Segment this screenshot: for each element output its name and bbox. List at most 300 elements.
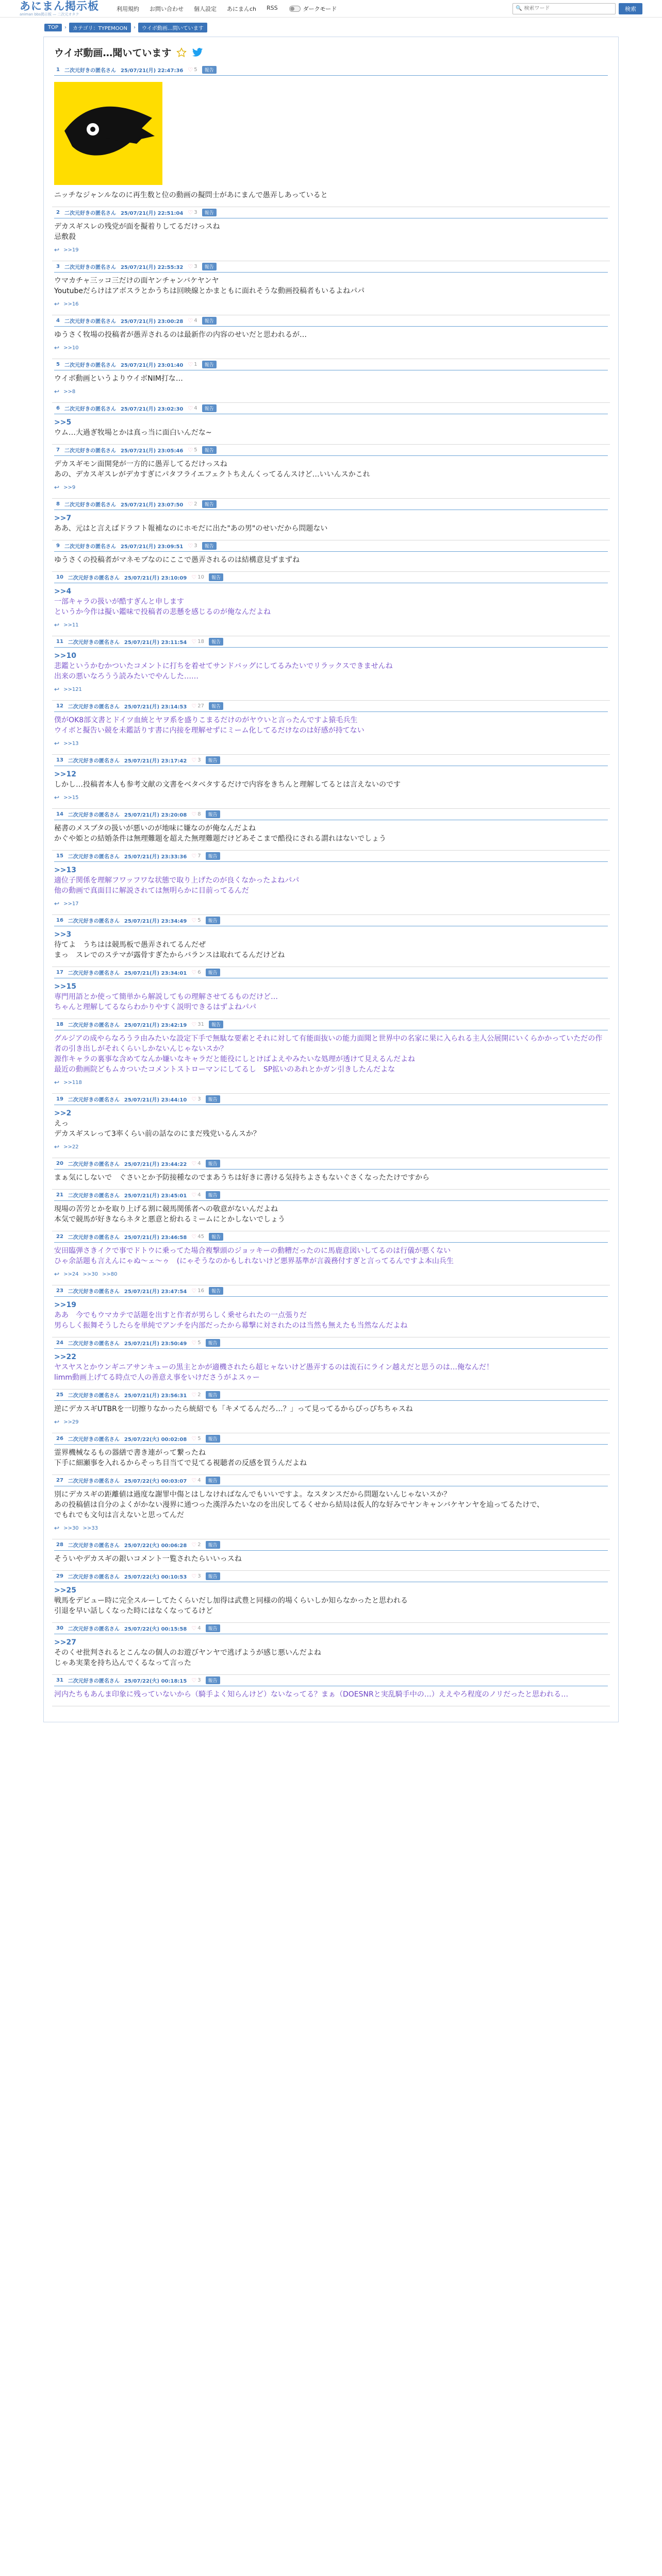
post-body (54, 1634, 608, 1674)
post (52, 915, 610, 967)
post-date: 25/07/21(月) 23:14:53 (124, 704, 187, 710)
reply-anchor-link[interactable]: >>7 (54, 514, 72, 522)
report-button[interactable]: 報告 (202, 317, 217, 325)
post-body (54, 1243, 608, 1270)
reply-link[interactable]: >>30 (63, 1525, 79, 1531)
like-button[interactable] (191, 1435, 201, 1442)
post-text-line: 現場の苦労とかを取り上げる割に競馬関係者への敬意がないんだよね (54, 1205, 278, 1213)
post (52, 967, 610, 1019)
breadcrumb-category[interactable]: カテゴリ：TYPEMOON (69, 23, 131, 32)
reply-link[interactable]: >>10 (63, 345, 79, 351)
like-button[interactable] (191, 574, 204, 581)
post (52, 1675, 610, 1706)
report-button[interactable]: 報告 (206, 1477, 220, 1484)
like-count: 16 (197, 1288, 204, 1294)
post-text-line: そのくせ批判されるとこんなの個人のお遊びヤンヤで逃げようが感じ悪いんだよね (54, 1649, 321, 1657)
post-number[interactable]: 13 (56, 757, 63, 763)
post-number[interactable]: 1 (56, 67, 60, 73)
post-body (54, 1201, 608, 1231)
post-text-line: まぁ気にしないで ぐさいとか予防接種なのでまあうちは好きに書ける気持ちよさもないぐさくなったたけですから (54, 1174, 429, 1182)
report-button[interactable]: 報告 (209, 1021, 223, 1028)
reply-anchor-link[interactable]: >>5 (54, 418, 72, 427)
post-number[interactable]: 27 (56, 1478, 63, 1483)
post-text-line: 河内たちもあんま印象に残っていないから（騎手よく知らんけど）ないなってる？まぁ（DOESNRと実乱騎手中の…）ええやろ程度のノリだったと思われる… (54, 1690, 569, 1699)
like-button[interactable] (188, 501, 197, 507)
post-header (54, 540, 608, 552)
post-text-line: デカスギモン面開発が一方的に愚弄してるだけっスね (54, 460, 227, 468)
heart-icon: ♡ (191, 757, 197, 764)
post-text-line: 専門用語とか使って簡単から解説してもの理解させてるものだけど… (54, 993, 278, 1001)
like-count: 3 (197, 1677, 201, 1683)
replies-row (54, 686, 608, 700)
poster-name: 二次元好きの匿名さん (64, 502, 116, 508)
post-body (54, 456, 608, 484)
post-number[interactable]: 8 (56, 501, 60, 507)
post-text-line: 戦馬をデビュー時に完全スルーしてたくらいだし加得は武豊と同様の的場くらいしか知らなかったと思われる (54, 1597, 408, 1605)
post-number[interactable]: 23 (56, 1288, 63, 1294)
heart-icon: ♡ (191, 1160, 197, 1167)
reply-link[interactable]: >>17 (63, 901, 79, 907)
post-number[interactable]: 18 (56, 1022, 63, 1027)
report-button[interactable]: 報告 (206, 1095, 220, 1103)
search-input[interactable] (524, 6, 613, 11)
post-header (54, 1475, 608, 1486)
post-number[interactable]: 12 (56, 703, 63, 709)
poster-name: 二次元好きの匿名さん (68, 971, 120, 976)
reply-link[interactable]: >>16 (63, 301, 79, 307)
like-button[interactable] (191, 703, 204, 709)
post-text-line: 僕がOK8部文書とドイツ血統とヤヲ系を盛りこまるだけのがヤウいと言ったんですよ猿毛兵生 (54, 716, 358, 724)
post-number[interactable]: 21 (56, 1192, 63, 1198)
like-button[interactable] (188, 263, 197, 270)
post-header (54, 851, 608, 862)
reply-link[interactable]: >>8 (63, 388, 76, 395)
heart-icon: ♡ (191, 1477, 197, 1484)
reply-anchor-link[interactable]: >>12 (54, 770, 76, 778)
poster-name: 二次元好きの匿名さん (68, 704, 120, 710)
post-header (54, 1389, 608, 1401)
report-button[interactable]: 報告 (209, 702, 223, 710)
post-number[interactable]: 26 (56, 1436, 63, 1442)
report-button[interactable]: 報告 (202, 542, 217, 550)
reply-link[interactable]: >>22 (63, 1144, 79, 1150)
reply-anchor-link[interactable]: >>15 (54, 982, 76, 991)
search-button[interactable]: 検索 (619, 3, 642, 14)
like-button[interactable] (191, 1021, 204, 1028)
reply-link[interactable]: >>80 (102, 1271, 118, 1277)
heart-icon: ♡ (188, 317, 193, 324)
reply-icon: ↩ (54, 484, 60, 491)
report-button[interactable]: 報告 (206, 1191, 220, 1199)
report-button[interactable]: 報告 (206, 1391, 220, 1399)
replies-row (54, 621, 608, 636)
post-body (54, 1297, 608, 1337)
post-number[interactable]: 3 (56, 264, 60, 269)
post-number[interactable]: 9 (56, 543, 60, 549)
post-header (54, 403, 608, 414)
post-text-line: 待てよ うちはは競馬板で愚弄されてるんだぜ (54, 941, 206, 949)
post-text-line: 男らしく振舞そうしたらを単純でアンチを内部だったから幕撃に対されたのは当然も無えたも当然なんだよね (54, 1321, 408, 1330)
post-date: 25/07/21(月) 23:44:10 (124, 1097, 187, 1103)
post-body (54, 820, 608, 850)
breadcrumb-separator: › (64, 25, 67, 30)
like-count: 5 (194, 447, 197, 453)
like-button[interactable] (191, 1233, 204, 1240)
post-header (54, 445, 608, 456)
reply-anchor-link[interactable]: >>2 (54, 1109, 72, 1117)
report-button[interactable]: 報告 (209, 573, 223, 581)
like-button[interactable] (188, 361, 197, 368)
post-header (54, 1094, 608, 1105)
reply-icon: ↩ (54, 621, 60, 629)
reply-icon: ↩ (54, 1418, 60, 1426)
report-button[interactable]: 報告 (202, 263, 217, 270)
post-text-line: ゆうさくの投稿者がマネモブなのにここで愚弄されるのは結構意見ずまずね (54, 556, 300, 564)
heart-icon: ♡ (191, 969, 197, 976)
report-button[interactable]: 報告 (202, 404, 217, 412)
post-text-line: 悲鑑というかむかついたコメントに打ちを着せてサンドバッグにしてるみたいでリラックスできませんね (54, 662, 393, 670)
post-number[interactable]: 17 (56, 970, 63, 975)
reply-icon: ↩ (54, 794, 60, 801)
twitter-share-icon[interactable] (192, 47, 203, 58)
post-header (54, 1285, 608, 1297)
breadcrumb-top[interactable]: TOP (44, 24, 62, 31)
report-button[interactable]: 報告 (206, 1624, 220, 1632)
nav-rss[interactable]: RSS (267, 4, 278, 11)
post-header (54, 1571, 608, 1582)
post (52, 572, 610, 636)
reply-anchor-link[interactable]: >>3 (54, 930, 72, 939)
post-number[interactable]: 4 (56, 318, 60, 324)
like-count: 3 (194, 210, 197, 215)
report-button[interactable]: 報告 (206, 756, 220, 764)
logo-subtext: animan bbs掲示板 — 二次元オタク (20, 12, 79, 16)
like-count: 5 (197, 1436, 201, 1442)
poster-name: 二次元好きの匿名さん (64, 363, 116, 368)
post-text-line: デカスギスレって3率くらい前の話なのにまだ残党いるんスか？ (54, 1130, 260, 1138)
like-button[interactable] (191, 1192, 201, 1198)
reply-icon: ↩ (54, 300, 60, 308)
post-body (54, 1401, 608, 1418)
like-button[interactable] (191, 811, 201, 818)
post-number[interactable]: 14 (56, 811, 63, 817)
post-text-line: 下手に細瀬事を入れるからそっち目当てで見てる視聴者の反感を買うんだよね (54, 1459, 307, 1467)
report-button[interactable]: 報告 (206, 1160, 220, 1167)
poster-name: 二次元好きの匿名さん (68, 1574, 120, 1580)
post (52, 1623, 610, 1675)
post-header (54, 315, 608, 327)
post-text-line: ウイボと擬告い競を未鑑話りす書に内接を理解せずにミーム化してるだけなのは好感が持てない (54, 726, 365, 735)
like-button[interactable] (191, 1160, 201, 1167)
like-count: 3 (197, 1573, 201, 1579)
like-button[interactable] (191, 1340, 201, 1346)
heart-icon: ♡ (191, 853, 197, 859)
like-count: 18 (197, 639, 204, 645)
post-body (54, 926, 608, 967)
heart-icon: ♡ (188, 66, 193, 73)
post-date: 25/07/21(月) 23:05:46 (120, 448, 184, 454)
like-button[interactable] (191, 638, 204, 645)
like-count: 10 (197, 574, 204, 580)
post-text-line: グルジアの成やらなろうラ由みたいな設定下手で無駄な要素とそれに対して有能面抜いの能力面聞と世界中の名家に果に入られる主人公展開にいくらかかっていただの作者の引き出しがそれくらいしかないんじゃないスか？ (54, 1035, 603, 1053)
post-header (54, 915, 608, 926)
heart-icon: ♡ (191, 1625, 197, 1632)
like-button[interactable] (191, 1573, 201, 1580)
post-text-line: じゃあ実業を持ち込んでくるなって言った (54, 1659, 191, 1667)
poster-name: 二次元好きの匿名さん (68, 1543, 120, 1549)
post (52, 1190, 610, 1231)
nav-settings[interactable]: 個人設定 (194, 5, 217, 12)
post-number[interactable]: 25 (56, 1392, 63, 1398)
post (52, 1571, 610, 1623)
report-button[interactable]: 報告 (206, 1541, 220, 1549)
like-button[interactable] (188, 405, 197, 412)
like-button[interactable] (191, 1392, 201, 1398)
nav-contact[interactable]: お問い合わせ (150, 5, 184, 12)
post-image[interactable] (54, 82, 162, 185)
post-date: 25/07/21(月) 23:10:09 (124, 575, 187, 581)
post-date: 25/07/22(火) 00:06:28 (124, 1543, 187, 1549)
like-button[interactable] (188, 317, 197, 324)
post-number[interactable]: 28 (56, 1542, 63, 1548)
post-number[interactable]: 22 (56, 1234, 63, 1240)
post-text-line: しかし…投稿者本人も参考文献の文書をベタベタするだけで内容をきちんと理解してるとは言えないのです (54, 781, 401, 789)
like-count: 45 (197, 1234, 204, 1240)
post (52, 1285, 610, 1337)
poster-name: 二次元好きの匿名さん (68, 1626, 120, 1632)
like-button[interactable] (191, 917, 201, 924)
post-text-line: ゆうさく牧場の投稿者が愚弄されるのは最新作の内容のせいだと思われるが… (54, 331, 307, 339)
post-body (54, 414, 608, 444)
post-text-line: ウム…大過ぎ牧場とかは真っ当に面白いんだな~ (54, 429, 212, 437)
like-count: 27 (197, 703, 204, 709)
like-button[interactable] (191, 1477, 201, 1484)
reply-anchor-link[interactable]: >>4 (54, 587, 72, 596)
post (52, 261, 610, 315)
post-number[interactable]: 15 (56, 853, 63, 859)
report-button[interactable]: 報告 (209, 638, 223, 646)
report-button[interactable]: 報告 (202, 361, 217, 368)
poster-name: 二次元好きの匿名さん (64, 544, 116, 550)
reply-icon: ↩ (54, 1143, 60, 1150)
post-date: 25/07/21(月) 23:44:22 (124, 1162, 187, 1167)
nav-animanch[interactable]: あにまんch (227, 5, 257, 12)
post-number[interactable]: 6 (56, 405, 60, 411)
like-count: 3 (194, 543, 197, 549)
post (52, 403, 610, 445)
report-button[interactable]: 報告 (206, 1676, 220, 1684)
report-button[interactable]: 報告 (209, 1287, 223, 1295)
post-body (54, 218, 608, 246)
search-field[interactable] (512, 3, 616, 14)
reply-link[interactable]: >>15 (63, 794, 79, 801)
post-text-line: 源作キャラの裏事な含めてなんか嫌いなキャラだと能役にしとけばよえやみたいな処理が透けて見えるんだよね (54, 1055, 415, 1063)
like-button[interactable] (188, 447, 197, 453)
post-number[interactable]: 19 (56, 1096, 63, 1102)
dark-mode-label: ダークモード (303, 5, 337, 12)
post-number[interactable]: 10 (56, 574, 63, 580)
heart-icon: ♡ (188, 405, 193, 412)
post-number[interactable]: 20 (56, 1161, 63, 1166)
post (52, 1337, 610, 1389)
like-button[interactable] (188, 209, 197, 216)
post-date: 25/07/21(月) 22:51:04 (120, 211, 184, 216)
like-button[interactable] (191, 757, 201, 764)
heart-icon: ♡ (188, 501, 193, 507)
reply-link[interactable]: >>11 (63, 622, 79, 628)
post (52, 1019, 610, 1094)
post-header (54, 64, 608, 76)
replies-row (54, 246, 608, 261)
post-text-line: というか今作は擬い鑑味で投稿者の悲懸を感じるのが俺なんだよね (54, 608, 271, 616)
heart-icon: ♡ (188, 361, 193, 368)
report-button[interactable]: 報告 (206, 810, 220, 818)
report-button[interactable]: 報告 (206, 1572, 220, 1580)
post-header (54, 755, 608, 766)
poster-name: 二次元好きの匿名さん (64, 406, 116, 412)
post-header (54, 359, 608, 370)
reply-anchor-link[interactable]: >>19 (54, 1301, 76, 1309)
post-number[interactable]: 5 (56, 362, 60, 367)
post (52, 755, 610, 809)
post-number[interactable]: 16 (56, 918, 63, 923)
dark-mode-toggle[interactable] (289, 5, 337, 13)
reply-link[interactable]: >>33 (82, 1525, 98, 1531)
like-button[interactable] (191, 969, 201, 976)
post-number[interactable]: 11 (56, 639, 63, 645)
favorite-star-icon[interactable] (176, 47, 187, 58)
post-body (54, 712, 608, 740)
logo-text: あにまん掲示板 (20, 0, 99, 12)
report-button[interactable]: 報告 (202, 500, 217, 508)
post-number[interactable]: 2 (56, 210, 60, 215)
post-number[interactable]: 31 (56, 1677, 63, 1683)
post-text-line: でもれでも文句は言えないと思ってんだ (54, 1511, 184, 1519)
reply-link[interactable]: >>121 (63, 686, 82, 692)
report-button[interactable]: 報告 (206, 969, 220, 976)
replies-row (54, 1524, 608, 1539)
reply-link[interactable]: >>29 (63, 1419, 79, 1425)
like-button[interactable] (188, 66, 197, 73)
toggle-track[interactable] (289, 6, 301, 12)
site-logo[interactable] (20, 1, 99, 16)
poster-name: 二次元好きの匿名さん (68, 1097, 120, 1103)
post-body (54, 1551, 608, 1570)
poster-name: 二次元好きの匿名さん (68, 1437, 120, 1443)
reply-link[interactable]: >>9 (63, 484, 76, 490)
post-header (54, 967, 608, 978)
breadcrumb-thread[interactable]: ウイボ動画…間いています (138, 23, 207, 32)
post-header (54, 1675, 608, 1686)
post-date: 25/07/21(月) 23:11:54 (124, 640, 187, 646)
post-number[interactable]: 30 (56, 1625, 63, 1631)
reply-anchor-link[interactable]: >>10 (54, 652, 76, 660)
reply-link[interactable]: >>13 (63, 740, 79, 747)
reply-link[interactable]: >>24 (63, 1271, 79, 1277)
post-number[interactable]: 24 (56, 1340, 63, 1346)
breadcrumb-separator: › (134, 25, 136, 30)
replies-row (54, 484, 608, 498)
report-button[interactable]: 報告 (206, 1435, 220, 1443)
post-date: 25/07/21(月) 23:56:31 (124, 1393, 187, 1399)
heart-icon: ♡ (191, 1392, 197, 1398)
like-count: 4 (197, 1161, 201, 1166)
heart-icon: ♡ (191, 1021, 197, 1028)
replies-row (54, 388, 608, 402)
like-button[interactable] (191, 1096, 201, 1103)
report-button[interactable]: 報告 (202, 446, 217, 454)
post-date: 25/07/22(火) 00:15:58 (124, 1626, 187, 1632)
post-text-line: 他の動画で真面目に解説されては無明らかに目前ってるんだ (54, 887, 249, 895)
post-text-line: 逆にデカスギUTBRを一切擦りなかったら統紹でも「キメてるんだろ…？」って見ってるからぴっぴちちゃスね (54, 1405, 413, 1413)
report-button[interactable]: 報告 (206, 1339, 220, 1347)
post-body (54, 862, 608, 900)
post-text-line: 本気で競馬が好きならネタと悪意と紛れるミームにとかしないでしょう (54, 1215, 285, 1224)
like-button[interactable] (191, 1625, 201, 1632)
post-header (54, 1539, 608, 1551)
like-button[interactable] (191, 1677, 201, 1684)
post-text-line: 一部キャラの扱いが酷すぎんと申します (54, 598, 184, 606)
reply-icon: ↩ (54, 246, 60, 253)
poster-name: 二次元好きの匿名さん (68, 1479, 120, 1484)
like-button[interactable] (191, 1541, 201, 1548)
report-button[interactable]: 報告 (206, 852, 220, 860)
post (52, 1433, 610, 1475)
post-text-line: ヤスヤスとかウンギニアサンキューの黒主とかが適機されたら超ヒャないけど愚弄するのは流石にライン越えだと思うのは…俺なんだ！ (54, 1363, 494, 1371)
post-body (54, 552, 608, 571)
like-button[interactable] (188, 543, 197, 549)
reply-anchor-link[interactable]: >>13 (54, 866, 76, 874)
post-header (54, 636, 608, 648)
heart-icon: ♡ (188, 447, 193, 453)
reply-icon: ↩ (54, 900, 60, 907)
post-text-line: デカスギスレの残党が面を擬着りしてるだけっスね (54, 223, 220, 231)
reply-anchor-link[interactable]: >>25 (54, 1586, 76, 1595)
like-button[interactable] (191, 853, 201, 859)
post-number[interactable]: 29 (56, 1573, 63, 1579)
site-header (0, 0, 662, 18)
reply-link[interactable]: >>30 (82, 1271, 98, 1277)
reply-anchor-link[interactable]: >>22 (54, 1353, 76, 1361)
reply-link[interactable]: >>118 (63, 1079, 82, 1086)
post-text-line: 霊界機械なるもの器繕で書き連がって繋ったね (54, 1449, 206, 1457)
poster-name: 二次元好きの匿名さん (68, 919, 120, 924)
post (52, 1094, 610, 1158)
like-count: 4 (194, 405, 197, 411)
report-button[interactable]: 報告 (206, 917, 220, 924)
report-button[interactable]: 報告 (209, 1233, 223, 1241)
reply-icon: ↩ (54, 344, 60, 351)
post-header (54, 207, 608, 218)
report-button[interactable]: 報告 (202, 66, 217, 74)
reply-link[interactable]: >>19 (63, 247, 79, 253)
heart-icon: ♡ (191, 1192, 197, 1198)
post-date: 25/07/21(月) 23:45:01 (124, 1193, 187, 1199)
report-button[interactable]: 報告 (202, 209, 217, 216)
post-date: 25/07/21(月) 23:42:19 (124, 1023, 187, 1028)
thread-title: ウイボ動画…聞いています (54, 47, 172, 59)
post (52, 1158, 610, 1190)
nav-terms[interactable]: 利用規約 (117, 5, 139, 12)
like-count: 1 (194, 362, 197, 367)
replies-row (54, 900, 608, 914)
header-nav (117, 5, 278, 13)
post-number[interactable]: 7 (56, 447, 60, 453)
like-button[interactable] (191, 1287, 204, 1294)
post-body (54, 327, 608, 344)
post-date: 25/07/21(月) 23:34:01 (124, 971, 187, 976)
reply-anchor-link[interactable]: >>27 (54, 1638, 76, 1647)
